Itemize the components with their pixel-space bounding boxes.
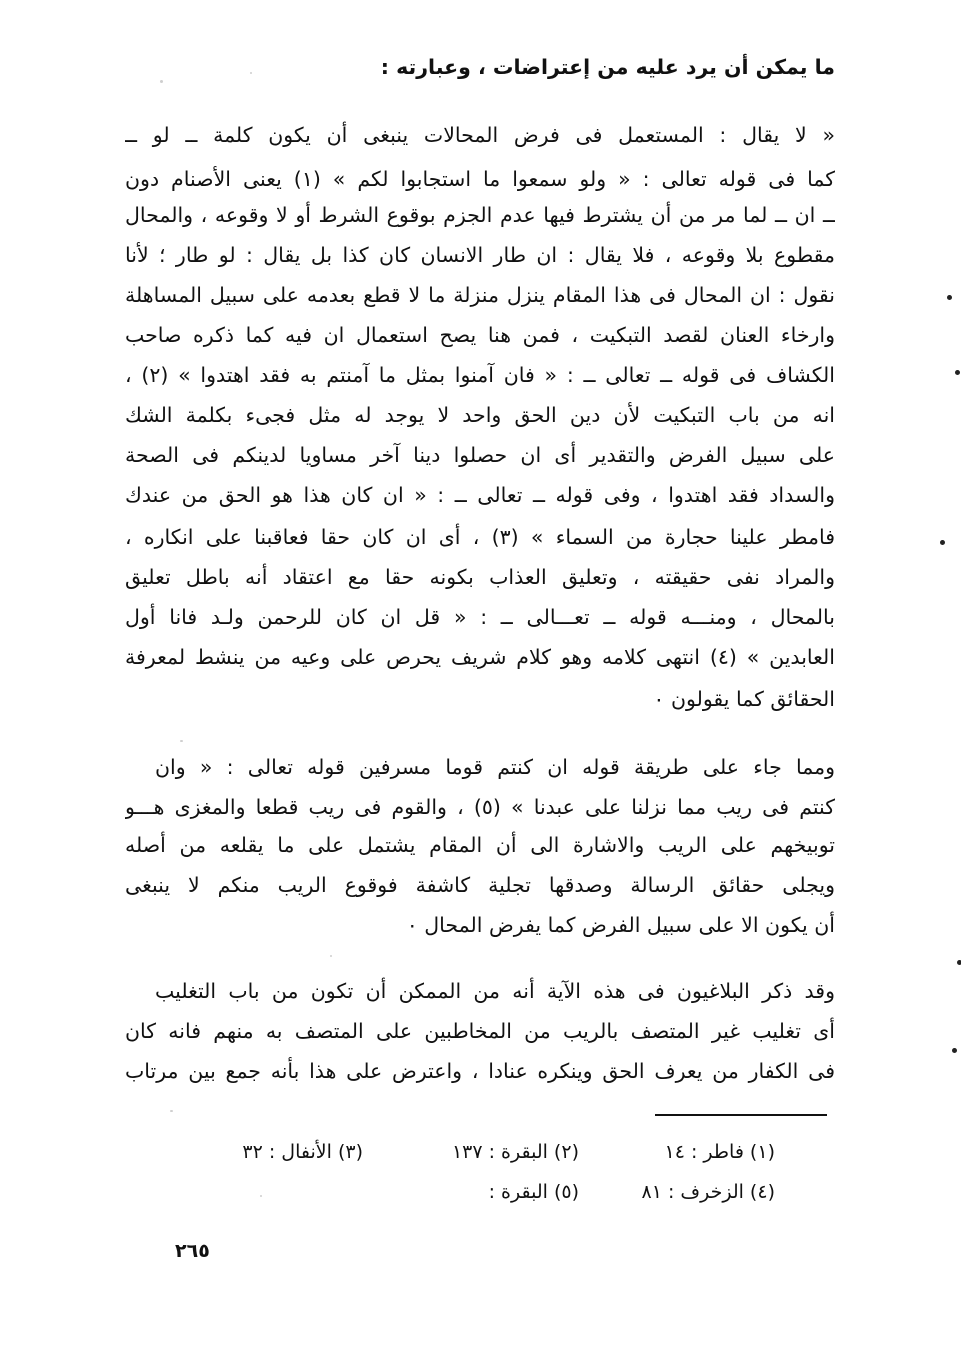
margin-mark — [955, 370, 960, 375]
text-line: العابدين » (٤) انتهى كلامه وهو كلام شريف يحرص على وعيه من ينشط لمعرفة — [125, 645, 835, 669]
footnote-separator — [655, 1114, 827, 1116]
text-line: على سبيل الفرض والتقدير أى ان حصلوا دينا آخر مساويا لدينكم فى الصحة — [125, 443, 835, 467]
margin-mark — [947, 295, 952, 300]
text-line: مقطوع بلا وقوعه ، فلا يقال : ان طار الانسان كان كذا بل يقال : لو طار ؛ لأنا — [125, 243, 835, 267]
text-line: كما فى قوله تعالى : « ولو سمعوا ما استجابوا لكم » (١) يعنى الأصنام دون — [125, 167, 835, 191]
text-line: والمراد نفى حقيقته ، وتعليق العذاب بكونه حقا مع اعتقاد أنه باطل تعليق — [125, 565, 835, 589]
text-line: بالمحال ، ومنـــه قوله ــ تعـــالى ــ : « قل ان كان للرحمن ولـد فانا أول — [125, 605, 835, 629]
footnote: (٤) الزخرف : ٨١ — [641, 1181, 775, 1203]
text-line: « لا يقال : المستعمل فى فرض المحالات ينبغى أن يكون كلمة ــ لو ــ — [125, 123, 835, 147]
text-line: ــ ان ــ لما مر من أن يشترط فيها عدم الجزم بوقوع الشرط أو لا وقوعه ، والمحال — [125, 203, 835, 227]
margin-mark — [957, 960, 961, 965]
footnote: (٢) البقرة : ١٣٧ — [451, 1141, 579, 1163]
text-line: وقد ذكر البلاغيون فى هذه الآية أنه من الممكن أن تكون من باب التغليب — [155, 979, 835, 1003]
text-line: ومما جاء على طريقة قوله ان كنتم قوما مسرفين قوله تعالى : « وان — [155, 755, 835, 779]
footnote: (٥) البقرة : — [488, 1181, 579, 1203]
text-line: فى الكفار من يعرف الحق وينكره عنادا ، واعترض على هذا بأنه جمع بين مرتاب — [125, 1059, 835, 1083]
text-line: فامطر علينا حجارة من السماء » (٣) ، أى ان كان حقا فعاقبنا على انكاره ، — [125, 525, 835, 549]
margin-mark — [952, 1048, 957, 1053]
text-line: كنتم فى ريب مما نزلنا على عبدنا » (٥) ، والقوم فى ريب قطعا والمغزى هـــو — [125, 795, 835, 819]
scan-speck — [330, 955, 332, 957]
text-line: والسداد فقد اهتدوا ، وفى قوله ــ تعالى ــ : « ان كان هذا هو الحق من عندك — [125, 483, 835, 507]
text-line: توبيخهم على الريب والاشارة الى أن المقام يشتمل على ما يقلعه من أصله — [125, 833, 835, 857]
scan-speck — [260, 1195, 262, 1197]
text-line: ما يمكن أن يرد عليه من إعتراضات ، وعبارته : — [380, 55, 835, 79]
text-line: الكشاف فى قوله ــ تعالى ــ : « فان آمنوا بمثل ما آمنتم به فقد اهتدوا » (٢) ، — [125, 363, 835, 387]
scan-speck — [170, 1110, 173, 1112]
text-line: أن يكون الا على سبيل الفرض كما يفرض المحال ٠ — [406, 913, 835, 937]
text-line: نقول : ان المحال فى هذا المقام ينزل منزلة ما لا قطع بعدمه على سبيل المساهلة — [125, 283, 835, 307]
margin-mark — [940, 540, 945, 545]
text-line: وارخاء العنان لقصد التبكيت ، فمن هنا يصح استعمال ان فيه كما ذكره صاحب — [125, 323, 835, 347]
text-line: ويجلى حقائق الرسالة وصدقها تجلية كاشفة فوقوع الريب منكم لا ينبغى — [125, 873, 835, 897]
text-line: الحقائق كما يقولون ٠ — [653, 687, 835, 711]
text-line: انه من باب التبكيت لأن دين الحق واحد لا يوجد له مثل فجىء بكلمة الشك — [125, 403, 835, 427]
text-line: أى تغليب غير المتصف بالريب من المخاطبين على المتصف به منهم فانه كان — [125, 1019, 835, 1043]
scan-speck — [160, 80, 163, 83]
footnote: (١) فاطر : ١٤ — [664, 1141, 775, 1163]
footnote: (٣) الأنفال : ٣٢ — [242, 1141, 363, 1163]
scan-speck — [180, 740, 183, 742]
page-number: ٢٦٥ — [175, 1240, 210, 1262]
scan-speck — [250, 72, 252, 74]
